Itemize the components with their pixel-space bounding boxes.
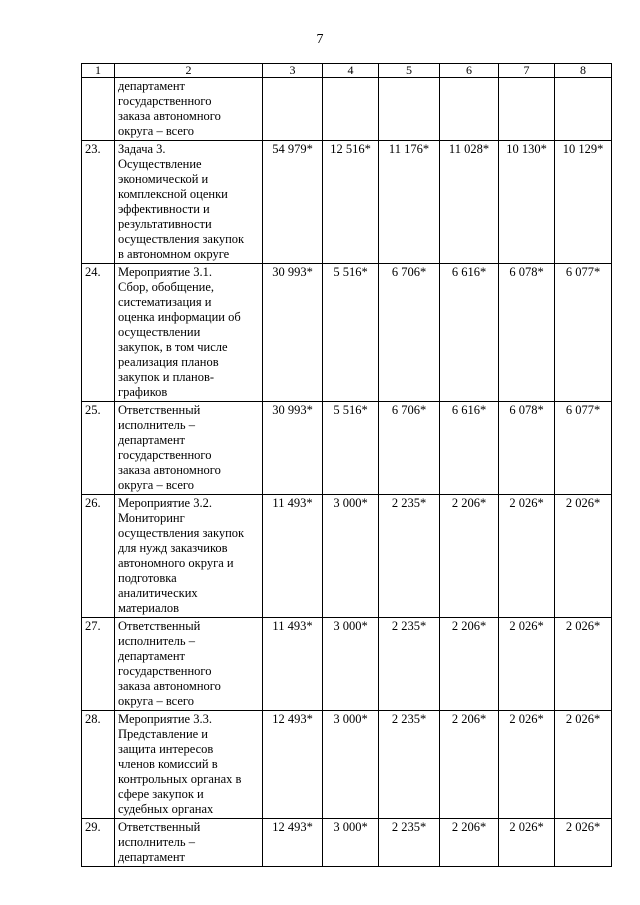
value-cell: 2 026* (499, 711, 555, 819)
value-cell: 10 129* (555, 141, 612, 264)
row-name: Ответственный исполнитель – департамент государственного заказа автономного округа – всего (115, 618, 263, 711)
table-row (82, 264, 612, 402)
value-cell: 6 616* (440, 402, 499, 495)
page-number: 7 (316, 32, 324, 47)
value-cell: 30 993* (263, 402, 323, 495)
value-cell: 2 235* (379, 819, 440, 867)
header-row (82, 64, 612, 78)
value-cell: 5 516* (323, 264, 379, 402)
value-cell: 12 493* (263, 819, 323, 867)
value-cell: 12 516* (323, 141, 379, 264)
value-cell (555, 78, 612, 141)
row-number: 25. (82, 402, 115, 495)
row-name: Мероприятие 3.3. Представление и защита интересов членов комиссий в контрольных органах в сфере закупок и судебных органах (115, 711, 263, 819)
value-cell: 6 077* (555, 264, 612, 402)
value-cell: 2 026* (555, 618, 612, 711)
value-cell: 11 176* (379, 141, 440, 264)
value-cell: 2 206* (440, 495, 499, 618)
value-cell: 11 493* (263, 495, 323, 618)
value-cell: 10 130* (499, 141, 555, 264)
value-cell: 3 000* (323, 711, 379, 819)
column-header: 6 (440, 64, 499, 78)
value-cell: 12 493* (263, 711, 323, 819)
value-cell: 2 026* (499, 819, 555, 867)
row-name: Ответственный исполнитель – департамент (115, 819, 263, 867)
column-header: 2 (115, 64, 263, 78)
value-cell: 2 235* (379, 711, 440, 819)
table-row (82, 495, 612, 618)
value-cell: 6 077* (555, 402, 612, 495)
value-cell: 2 235* (379, 495, 440, 618)
value-cell: 2 206* (440, 819, 499, 867)
row-name: Ответственный исполнитель – департамент государственного заказа автономного округа – всего (115, 402, 263, 495)
column-header: 1 (82, 64, 115, 78)
row-name: Задача 3. Осуществление экономической и комплексной оценки эффективности и результативности осуществления закупок в автономном округе (115, 141, 263, 264)
value-cell: 6 706* (379, 264, 440, 402)
value-cell: 6 706* (379, 402, 440, 495)
value-cell: 3 000* (323, 618, 379, 711)
row-name: Мероприятие 3.2. Мониторинг осуществления закупок для нужд заказчиков автономного округа и подготовка аналитических материалов (115, 495, 263, 618)
value-cell (263, 78, 323, 141)
value-cell: 2 206* (440, 711, 499, 819)
table-row (82, 78, 612, 141)
row-number: 23. (82, 141, 115, 264)
value-cell: 30 993* (263, 264, 323, 402)
value-cell: 2 235* (379, 618, 440, 711)
value-cell: 2 026* (555, 495, 612, 618)
table-row (82, 141, 612, 264)
column-header: 5 (379, 64, 440, 78)
table-row (82, 618, 612, 711)
value-cell: 2 026* (555, 711, 612, 819)
row-number: 28. (82, 711, 115, 819)
row-name: Мероприятие 3.1. Сбор, обобщение, систематизация и оценка информации об осуществлении закупок, в том числе реализация планов закупок и планов- графиков (115, 264, 263, 402)
table-row (82, 402, 612, 495)
value-cell: 6 078* (499, 264, 555, 402)
value-cell: 2 026* (499, 618, 555, 711)
column-header: 3 (263, 64, 323, 78)
value-cell: 6 616* (440, 264, 499, 402)
value-cell: 5 516* (323, 402, 379, 495)
value-cell: 2 206* (440, 618, 499, 711)
value-cell: 2 026* (555, 819, 612, 867)
row-number: 27. (82, 618, 115, 711)
table-row (82, 819, 612, 867)
row-number: 26. (82, 495, 115, 618)
column-header: 8 (555, 64, 612, 78)
column-header: 4 (323, 64, 379, 78)
value-cell: 54 979* (263, 141, 323, 264)
value-cell: 3 000* (323, 819, 379, 867)
row-number: 24. (82, 264, 115, 402)
value-cell: 11 028* (440, 141, 499, 264)
row-name: департамент государственного заказа автономного округа – всего (115, 78, 263, 141)
value-cell: 2 026* (499, 495, 555, 618)
value-cell (499, 78, 555, 141)
table-row (82, 711, 612, 819)
value-cell: 6 078* (499, 402, 555, 495)
value-cell: 3 000* (323, 495, 379, 618)
value-cell (440, 78, 499, 141)
row-number (82, 78, 115, 141)
value-cell (379, 78, 440, 141)
column-header: 7 (499, 64, 555, 78)
value-cell: 11 493* (263, 618, 323, 711)
value-cell (323, 78, 379, 141)
budget-table (81, 63, 612, 867)
row-number: 29. (82, 819, 115, 867)
